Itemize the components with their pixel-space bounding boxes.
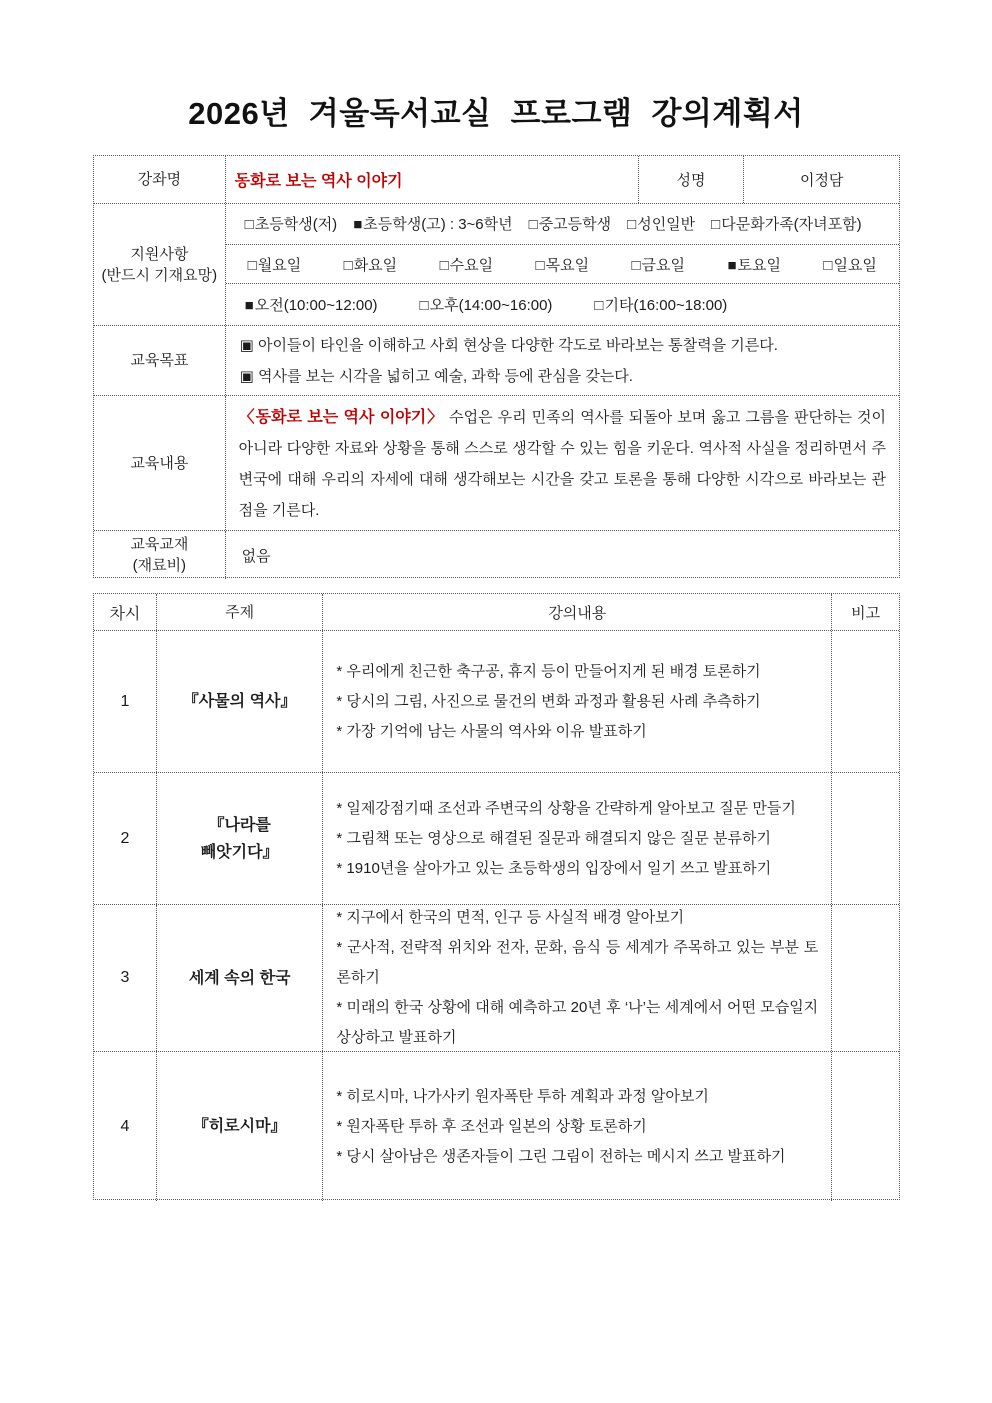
- material-label-line1: 교육교재: [130, 536, 189, 553]
- session-topic: 세계 속의 한국: [157, 905, 324, 1051]
- checked-checkbox-icon: ■: [353, 216, 363, 234]
- material-value: 없음: [241, 547, 271, 565]
- schedule-row: [94, 631, 899, 773]
- header-session: 차시: [94, 594, 157, 630]
- unchecked-checkbox-icon: □: [247, 256, 257, 274]
- lecture-item: * 가장 기억에 남는 사물의 역사와 이유 발표하기: [336, 722, 647, 740]
- schedule-table: [93, 593, 900, 1200]
- schedule-row: [94, 905, 899, 1052]
- time-options-row: [226, 284, 899, 325]
- session-note: [832, 905, 899, 1051]
- unchecked-checkbox-icon: □: [528, 216, 538, 234]
- checkbox-option: □월요일: [247, 256, 302, 274]
- header-content: 강의내용: [323, 594, 832, 630]
- lecture-item: * 군사적, 전략적 위치와 전자, 문화, 음식 등 세계가 주목하고 있는 부분 토론하기: [336, 939, 819, 986]
- checkbox-option: □목요일: [535, 256, 590, 274]
- lecture-item: * 당시 살아남은 생존자들이 그린 그림이 전하는 메시지 쓰고 발표하기: [336, 1147, 786, 1165]
- material-label-line2: (재료비): [132, 557, 187, 574]
- lecture-item: * 원자폭탄 투하 후 조선과 일본의 상황 토론하기: [336, 1117, 647, 1135]
- content-body: 수업은 우리 민족의 역사를 되돌아 보며 옳고 그름을 판단하는 것이 아니라 다양한 자료와 상황을 통해 스스로 생각할 수 있는 힘을 키운다. 역사적 사실을 정리하면서 주변국에 대해 우리의 자세에 대해 생각해보는 시간을 갖고 토론을 통해 다양한 시각으로 바라보는 관점을 기른다.: [238, 409, 886, 519]
- schedule-row: [94, 1052, 899, 1201]
- unchecked-checkbox-icon: □: [594, 297, 604, 315]
- lecture-item: * 1910년을 살아가고 있는 초등학생의 입장에서 일기 쓰고 발표하기: [336, 859, 772, 877]
- unchecked-checkbox-icon: □: [439, 256, 449, 274]
- checkbox-option: ■오전(10:00~12:00): [244, 297, 378, 315]
- instructor-name-value: 이정담: [799, 172, 844, 189]
- lecture-item: * 미래의 한국 상황에 대해 예측하고 20년 후 ‘나’는 세계에서 어떤 모습일지 상상하고 발표하기: [336, 999, 819, 1046]
- checkbox-option: □다문화가족(자녀포함): [711, 216, 862, 234]
- checkbox-option: □오후(14:00~16:00): [419, 297, 553, 315]
- unchecked-checkbox-icon: □: [711, 216, 721, 234]
- session-number: 2: [94, 773, 157, 904]
- unchecked-checkbox-icon: □: [343, 256, 353, 274]
- session-content: [323, 905, 832, 1051]
- session-topic: 『히로시마』: [157, 1052, 324, 1201]
- lecture-item: * 그림책 또는 영상으로 해결된 질문과 해결되지 않은 질문 분류하기: [336, 829, 771, 847]
- session-note: [832, 631, 899, 772]
- goal-list: [226, 326, 899, 395]
- lecture-item: * 히로시마, 나가사키 원자폭탄 투하 계획과 과정 알아보기: [336, 1087, 709, 1105]
- session-topic: 『사물의 역사』: [157, 631, 324, 772]
- goal-line: ▣ 역사를 보는 시각을 넓히고 예술, 과학 등에 관심을 갖는다.: [239, 367, 633, 385]
- checkbox-option: □성인일반: [627, 216, 696, 234]
- checked-checkbox-icon: ■: [244, 297, 254, 315]
- day-options-row: [226, 245, 899, 285]
- content-paragraph: [239, 402, 886, 526]
- session-number: 3: [94, 905, 157, 1051]
- goal-label: 교육목표: [94, 326, 226, 395]
- course-row: [94, 156, 899, 204]
- checkbox-option: □화요일: [343, 256, 398, 274]
- session-topic: 『나라를 빼앗기다』: [157, 773, 324, 904]
- lecture-item: * 당시의 그림, 사진으로 물건의 변화 과정과 활용된 사례 추측하기: [336, 692, 761, 710]
- schedule-header-row: [94, 594, 899, 631]
- session-note: [832, 773, 899, 904]
- material-label: [94, 531, 226, 579]
- course-label: 강좌명: [94, 156, 226, 203]
- session-content: [323, 773, 832, 904]
- header-topic: 주제: [157, 594, 324, 630]
- checkbox-option: ■토요일: [727, 256, 781, 274]
- goal-row: [94, 326, 899, 396]
- page-title: 2026년 겨울독서교실 프로그램 강의계획서: [188, 96, 804, 131]
- checkbox-option: □중고등학생: [528, 216, 612, 234]
- header-note: 비고: [851, 604, 881, 622]
- checkbox-option: □초등학생(저): [244, 216, 338, 234]
- checkbox-option: ■초등학생(고) : 3~6학년: [353, 216, 513, 234]
- info-table: [93, 155, 900, 578]
- lecture-item: * 일제강점기때 조선과 주변국의 상황을 간략하게 알아보고 질문 만들기: [336, 799, 796, 817]
- instructor-name-label: 성명: [639, 156, 745, 203]
- unchecked-checkbox-icon: □: [535, 256, 545, 274]
- content-cell: [226, 396, 899, 530]
- course-name-value: 동화로 보는 역사 이야기: [226, 156, 639, 203]
- support-options: [226, 204, 899, 325]
- session-number: 1: [94, 631, 157, 772]
- unchecked-checkbox-icon: □: [823, 256, 833, 274]
- checkbox-option: □기타(16:00~18:00): [594, 297, 728, 315]
- support-row: [94, 204, 899, 326]
- session-content: [323, 1052, 832, 1201]
- content-row: [94, 396, 899, 531]
- content-label: 교육내용: [94, 396, 226, 530]
- checked-checkbox-icon: ■: [727, 256, 737, 274]
- support-label: [94, 204, 226, 325]
- lecture-item: * 지구에서 한국의 면적, 인구 등 사실적 배경 알아보기: [336, 909, 685, 926]
- unchecked-checkbox-icon: □: [244, 216, 254, 234]
- checkbox-option: □수요일: [439, 256, 494, 274]
- goal-line: ▣ 아이들이 타인을 이해하고 사회 현상을 다양한 각도로 바라보는 통찰력을 기른다.: [239, 336, 778, 354]
- schedule-row: [94, 773, 899, 905]
- grade-options-row: [226, 204, 899, 245]
- content-intro: 〈동화로 보는 역사 이야기〉: [238, 409, 445, 426]
- checkbox-option: □금요일: [631, 256, 686, 274]
- support-label-line2: (반드시 기재요망): [101, 266, 218, 284]
- unchecked-checkbox-icon: □: [419, 297, 429, 315]
- material-row: [94, 531, 899, 579]
- schedule-table-body: [94, 631, 899, 1201]
- checkbox-option: □일요일: [823, 256, 877, 274]
- support-label-line1: 지원사항: [130, 245, 189, 263]
- lecture-item: * 우리에게 친근한 축구공, 휴지 등이 만들어지게 된 배경 토론하기: [336, 662, 761, 680]
- session-content: [323, 631, 832, 772]
- session-number: 4: [94, 1052, 157, 1201]
- unchecked-checkbox-icon: □: [627, 216, 637, 234]
- session-note: [832, 1052, 899, 1201]
- unchecked-checkbox-icon: □: [631, 256, 641, 274]
